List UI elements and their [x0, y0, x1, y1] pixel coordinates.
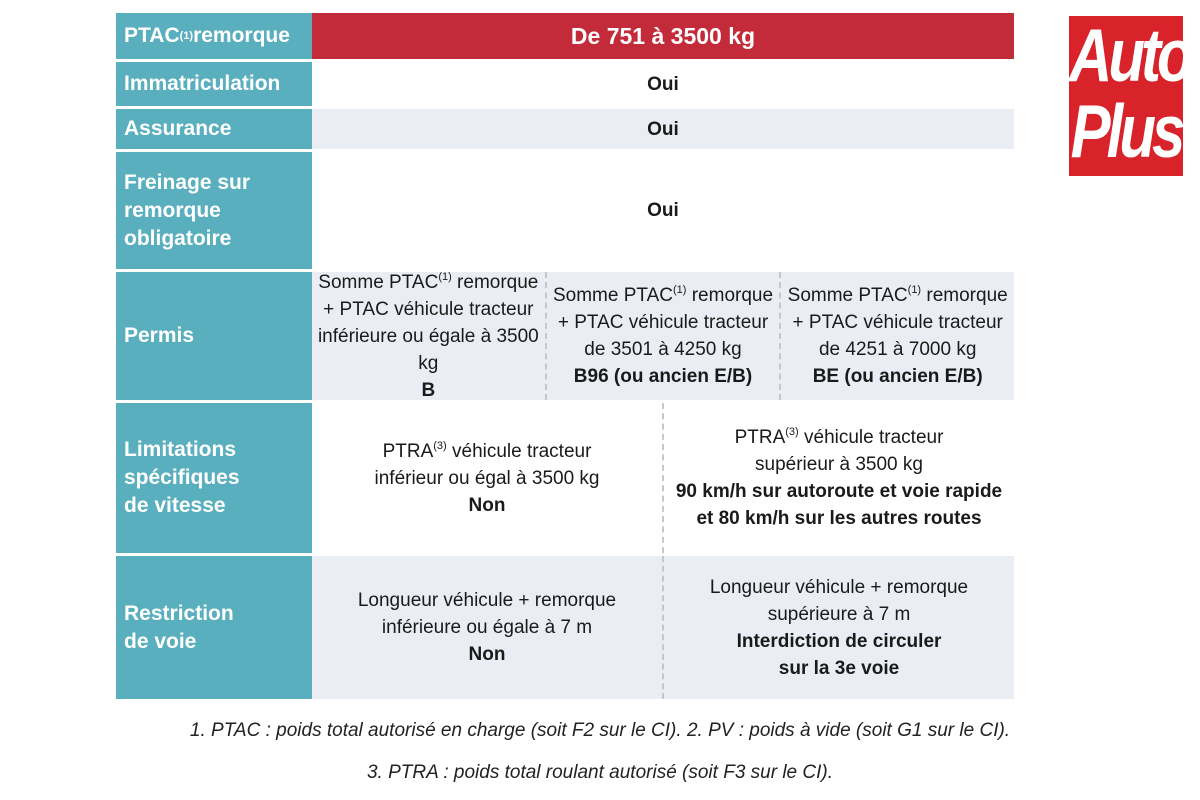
permis-col-2: [545, 272, 780, 400]
cell-text: Somme PTAC: [787, 285, 908, 306]
limitations-result: et 80 km/h sur les autres routes: [696, 508, 982, 529]
cell-text: PTRA: [734, 427, 786, 448]
cell-text: supérieure à 7 m: [767, 603, 911, 625]
cell-text: PTRA: [382, 440, 434, 462]
limitations-columns: [312, 403, 1014, 553]
cell-text: Longueur véhicule + remorque: [357, 590, 617, 611]
cell-text: de 4251 à 7000 kg: [818, 339, 977, 360]
row-header-ptac: PTAC (1) remorque: [116, 13, 312, 59]
freinage-value: Oui: [312, 152, 1014, 269]
header-line: spécifiques: [124, 466, 240, 489]
header-line: de voie: [124, 629, 197, 653]
auto-plus-logo: [1069, 13, 1190, 176]
cell-text: remorque: [686, 285, 774, 306]
row-header-permis: Permis: [116, 272, 312, 400]
limitations-result: 90 km/h sur autoroute et voie rapide: [675, 481, 1003, 502]
regulation-table: [116, 13, 1014, 699]
footnote-marker: (1): [672, 284, 687, 296]
cell-text: remorque: [451, 271, 539, 293]
ptac-value: De 751 à 3500 kg: [312, 13, 1014, 59]
restriction-col-2: [662, 556, 1014, 699]
row-ptac: [116, 13, 1014, 59]
limitations-col-2: [662, 403, 1014, 553]
limitations-result: Non: [468, 494, 506, 516]
row-header-restriction: [116, 556, 312, 699]
permis-columns: [312, 272, 1014, 400]
cell-text: de 3501 à 4250 kg: [584, 339, 742, 360]
header-line: remorque: [124, 198, 221, 222]
permis-col-3: [779, 272, 1014, 400]
cell-text: véhicule tracteur: [798, 427, 944, 448]
header-line: Restriction: [124, 601, 234, 625]
immatriculation-value: Oui: [312, 62, 1014, 106]
header-label-rest: remorque: [193, 24, 290, 47]
permis-result: B: [421, 379, 436, 401]
cell-text: + PTAC véhicule tracteur: [323, 298, 534, 320]
footnote-marker: (1): [907, 284, 922, 296]
header-line: de vitesse: [124, 494, 226, 517]
restriction-col-1: [312, 556, 662, 699]
permis-col-1: [312, 272, 545, 400]
cell-text: inférieure ou égale à 3500 kg: [317, 325, 539, 374]
cell-text: véhicule tracteur: [446, 440, 592, 462]
row-immatriculation: [116, 62, 1014, 106]
footnote-line-1: 1. PTAC : poids total autorisé en charge (soit F2 sur le CI). 2. PV : poids à vide (soit G1 sur le CI).: [189, 720, 1011, 741]
header-line: Freinage sur: [124, 170, 251, 194]
header-line: Limitations: [124, 438, 237, 461]
row-header-immatriculation: Immatriculation: [116, 62, 312, 106]
restriction-result: Interdiction de circuler: [736, 630, 942, 652]
row-limitations: [116, 403, 1014, 553]
row-restriction: [116, 556, 1014, 699]
footnote-line-2: 3. PTRA : poids total roulant autorisé (soit F3 sur le CI).: [366, 762, 834, 783]
restriction-columns: [312, 556, 1014, 699]
footnote-marker: (3): [785, 426, 799, 438]
permis-result: B96 (ou ancien E/B): [573, 366, 753, 387]
cell-text: remorque: [921, 285, 1008, 306]
cell-text: + PTAC véhicule tracteur: [557, 312, 769, 333]
row-freinage: [116, 152, 1014, 269]
cell-text: inférieure ou égale à 7 m: [381, 617, 593, 638]
restriction-result: Non: [468, 644, 506, 665]
cell-text: Longueur véhicule + remorque: [709, 576, 969, 598]
header-label: PTAC: [124, 24, 180, 47]
logo-line-2: Plus: [1070, 89, 1182, 174]
limitations-col-1: [312, 403, 662, 553]
assurance-value: Oui: [312, 109, 1014, 149]
cell-text: Somme PTAC: [552, 285, 673, 306]
cell-text: supérieur à 3500 kg: [755, 454, 923, 475]
cell-text: Somme PTAC: [318, 271, 439, 293]
permis-result: BE (ou ancien E/B): [812, 366, 983, 387]
row-header-assurance: Assurance: [116, 109, 312, 149]
footnote-marker: (3): [433, 439, 447, 452]
row-header-limitations: [116, 403, 312, 553]
cell-text: inférieur ou égal à 3500 kg: [374, 467, 600, 489]
header-line: obligatoire: [124, 226, 232, 250]
row-assurance: [116, 109, 1014, 149]
row-permis: [116, 272, 1014, 400]
footnote-marker: (1): [438, 270, 452, 283]
logo-line-1: Auto: [1069, 13, 1190, 98]
row-header-freinage: [116, 152, 312, 269]
cell-text: + PTAC véhicule tracteur: [792, 312, 1003, 333]
restriction-result: sur la 3e voie: [778, 657, 900, 679]
